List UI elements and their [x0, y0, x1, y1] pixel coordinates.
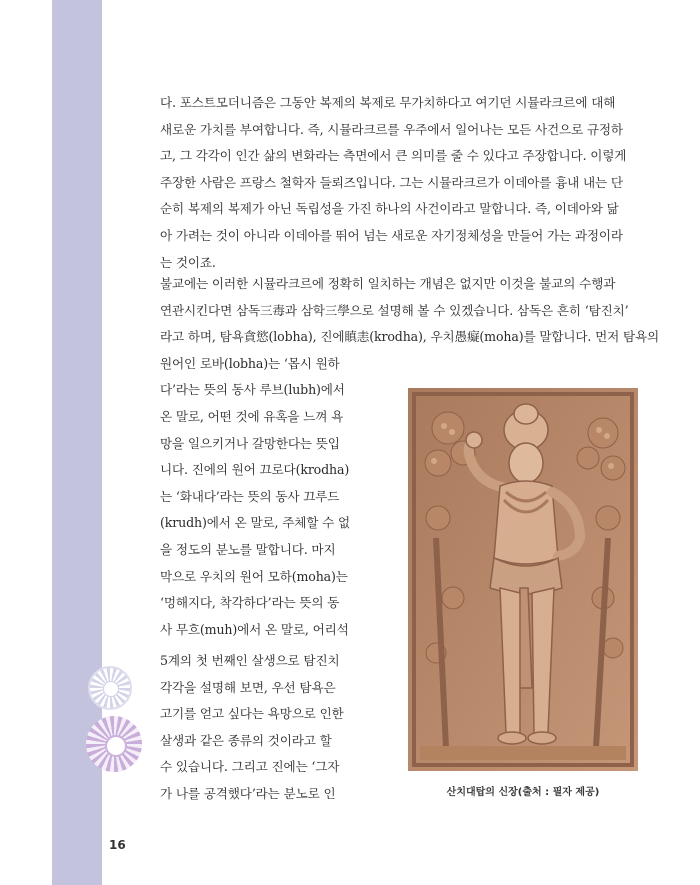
figure-caption: 산치대탑의 신장(출처 : 필자 제공): [446, 787, 600, 798]
text-line: 온 말로, 어떤 것에 유혹을 느껴 욕: [160, 408, 344, 424]
text-line: 5계의 첫 번째인 살생으로 탐진치: [160, 653, 340, 668]
text-line: 고, 그 각각이 인간 삶의 변화라는 측면에서 큰 의미를 줄 수 있다고 주장합니다. 이렇게: [160, 148, 627, 164]
text-line: 막으로 우치의 원어 모하(moha)는: [160, 568, 348, 584]
text-line: 원어인 로바(lobha)는 ‘몹시 원하: [160, 355, 340, 371]
text-line: 는 것이죠.: [160, 254, 216, 270]
text-line: 을 정도의 분노를 말합니다. 마지: [160, 541, 336, 557]
text-line: 살생과 같은 종류의 것이라고 할: [160, 732, 332, 748]
text-line: 아 가려는 것이 아니라 이데아를 뛰어 넘는 새로운 자기정체성을 만들어 가는 과정이라: [160, 227, 623, 243]
text-line: 사 무흐(muh)에서 온 말로, 어리석: [160, 621, 349, 637]
text-line: 망을 일으키거나 갈망한다는 뜻입: [160, 435, 340, 451]
text-line: ‘멍해지다, 착각하다’라는 뜻의 동: [160, 595, 340, 611]
text-line: 가 나를 공격했다’라는 분노로 인: [160, 785, 336, 801]
text-line: 연관시킨다면 삼독三毒과 삼학三學으로 설명해 볼 수 있겠습니다. 삼독은 흔히 ‘탐진치’: [160, 302, 629, 318]
stone-relief-illustration: [408, 388, 638, 771]
text-line: 다. 포스트모더니즘은 그동안 복제의 복제로 무가치하다고 여기던 시뮬라크르에 대해: [160, 95, 616, 110]
text-line: 수 있습니다. 그리고 진에는 ‘그자: [160, 759, 340, 775]
text-line: 새로운 가치를 부여합니다. 즉, 시뮬라크르를 우주에서 일어나는 모든 사건으로 규정하: [160, 121, 623, 137]
text-line: 불교에는 이러한 시뮬라크르에 정확히 일치하는 개념은 없지만 이것을 불교의 수행과: [160, 276, 616, 291]
text-line: 다’라는 뜻의 동사 루브(lubh)에서: [160, 382, 345, 398]
page-number: 16: [109, 838, 126, 852]
text-line: 각각을 설명해 보면, 우선 탐욕은: [160, 679, 336, 695]
text-line: 라고 하며, 탐욕貪慾(lobha), 진에瞋恚(krodha), 우치愚癡(moha)를 말합니다. 먼저 탐욕의: [160, 329, 660, 345]
text-line: 순히 복제의 복제가 아닌 독립성을 가진 하나의 사건이라고 말합니다. 즉, 이데아와 닮: [160, 201, 619, 217]
text-line: (krudh)에서 온 말로, 주체할 수 없: [160, 515, 350, 531]
text-line: 고기를 얻고 싶다는 욕망으로 인한: [160, 706, 344, 722]
text-line: 는 ‘화내다’라는 뜻의 동사 끄루드: [160, 488, 340, 504]
body-paragraph-3: [160, 648, 365, 808]
stone-relief-photo: [408, 388, 638, 771]
lotus-rosette-icon: [88, 666, 132, 710]
text-line: 니다. 진에의 원어 끄로다(krodha): [160, 462, 350, 478]
body-paragraph-1: [160, 90, 650, 276]
lotus-rosette-icon: [86, 716, 142, 772]
text-line: 주장한 사람은 프랑스 철학자 들뢰즈입니다. 그는 시뮬라크르가 이데아를 흉내 내는 단: [160, 174, 623, 190]
